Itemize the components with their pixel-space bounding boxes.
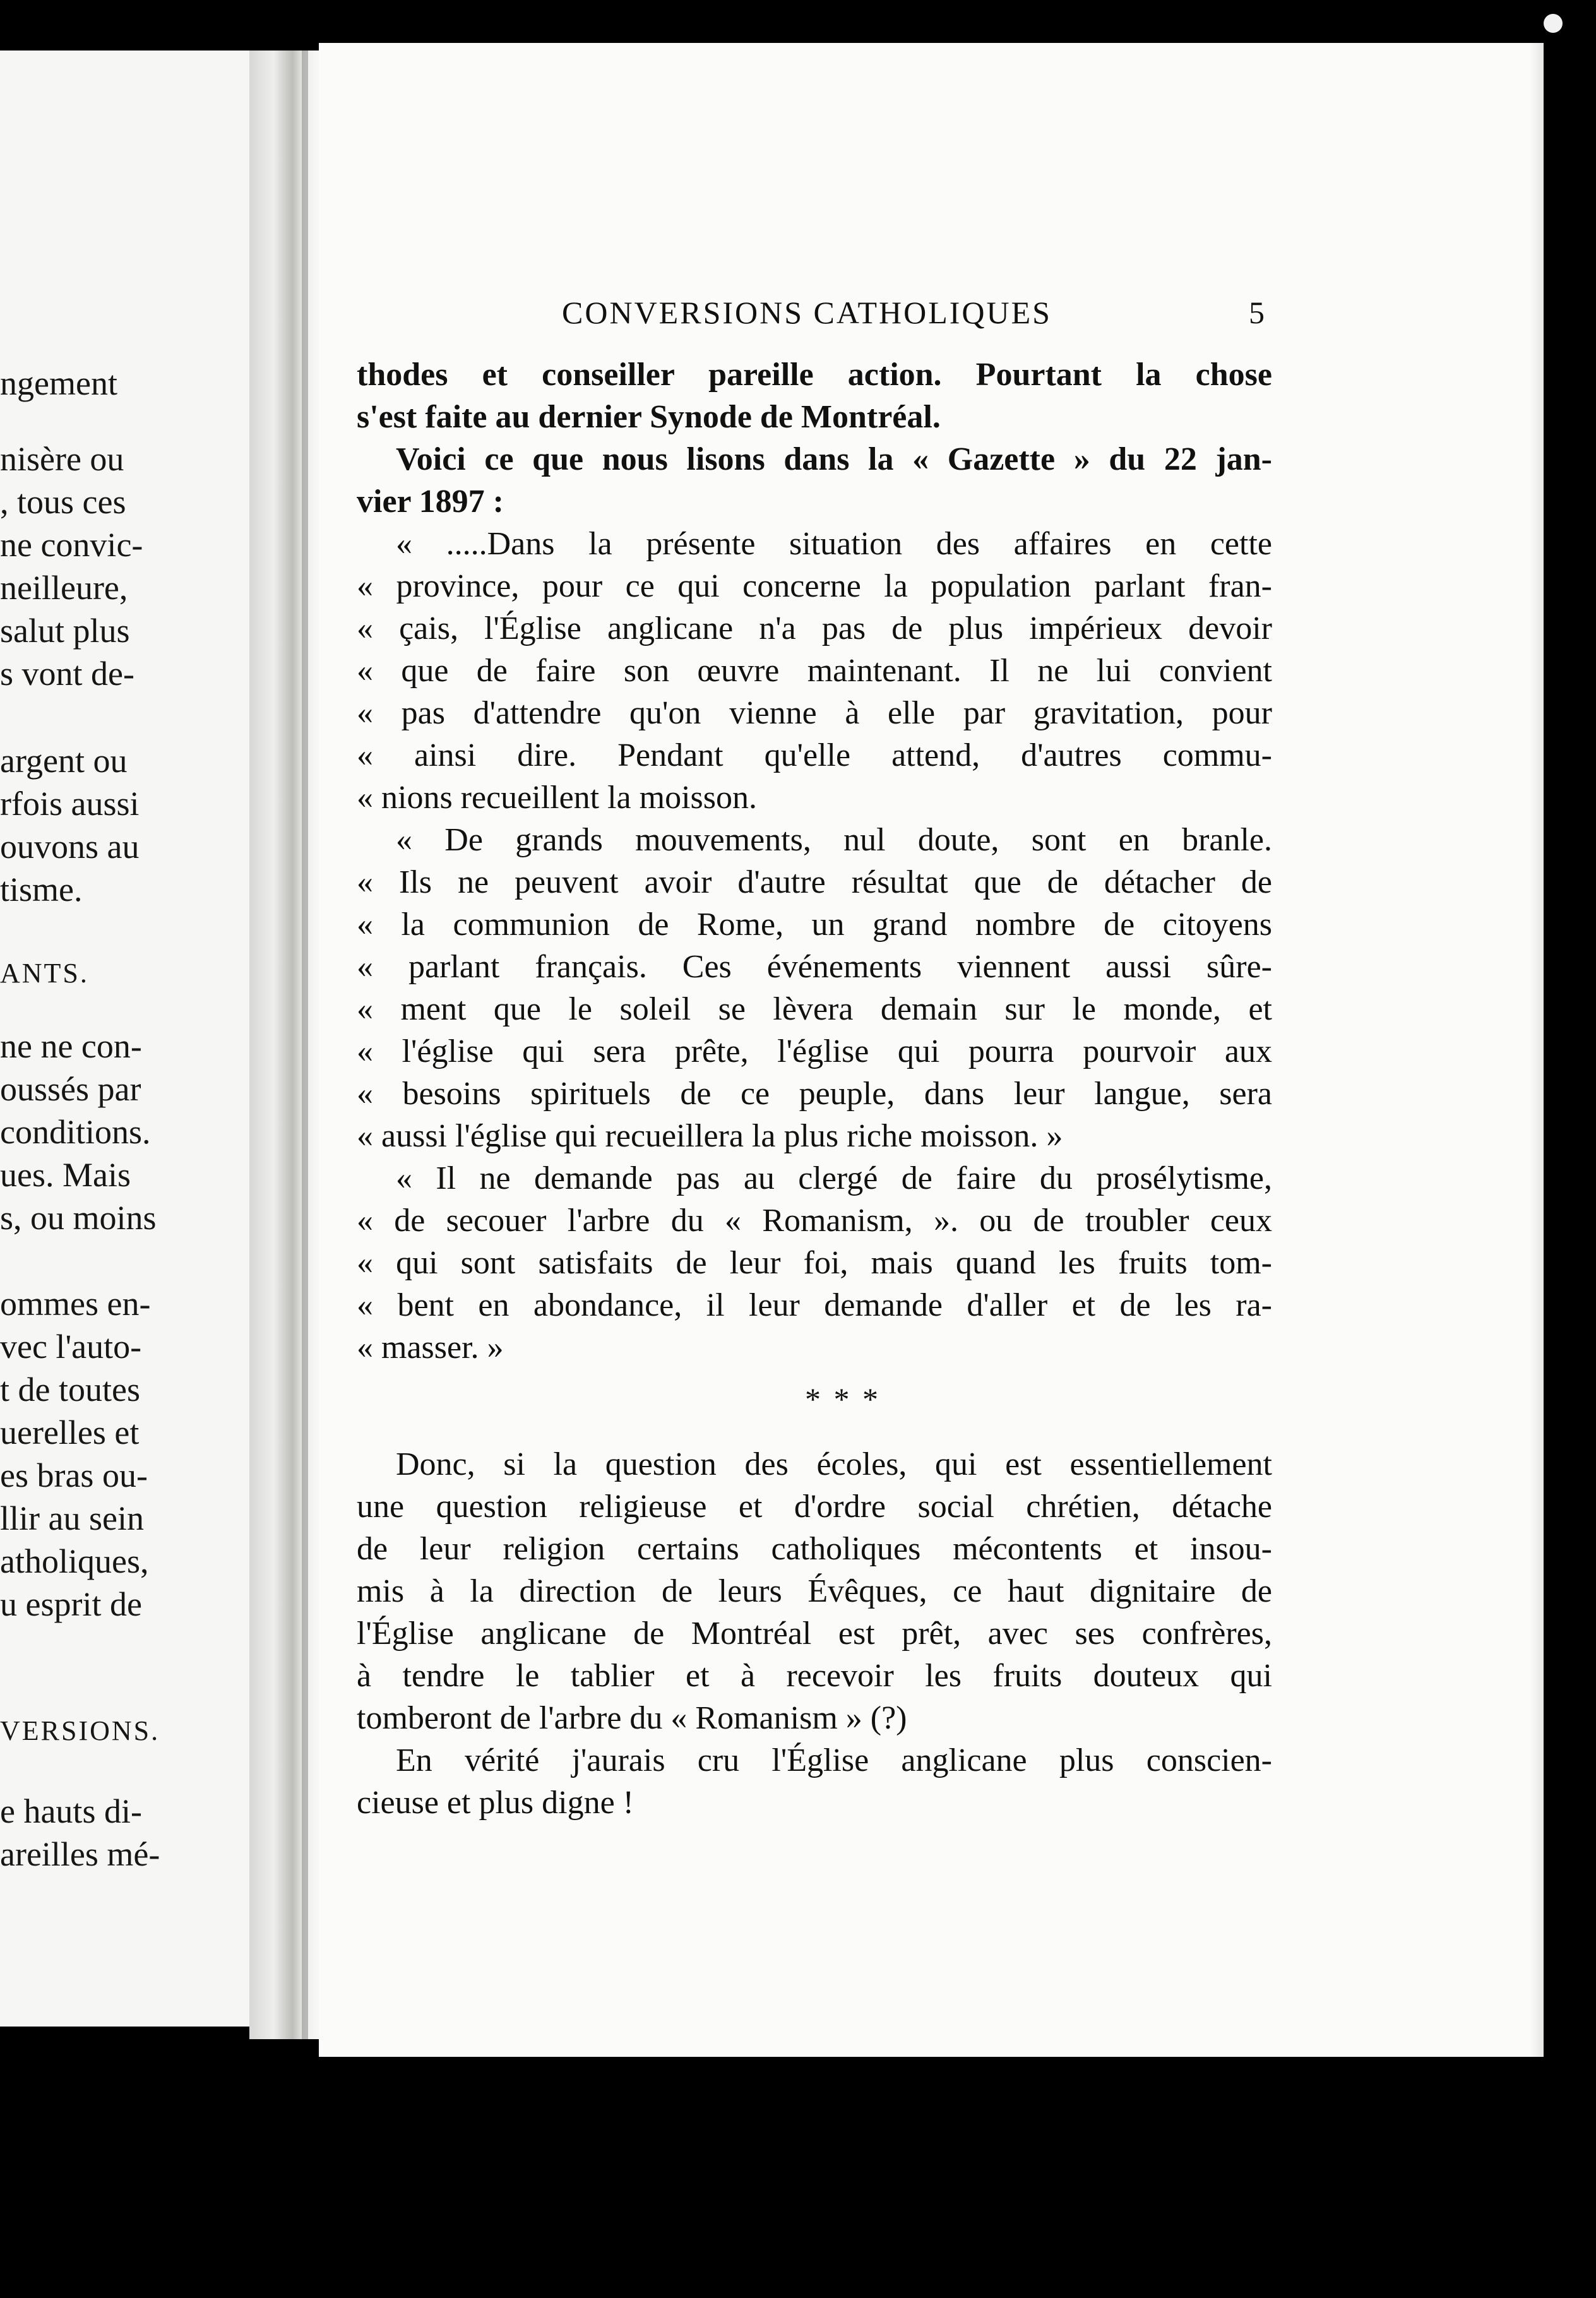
text-line: thodes et conseiller pareille action. Pourtant la chose bbox=[357, 357, 1272, 393]
left-fragment: salut plus bbox=[0, 612, 130, 650]
left-fragment: ne ne con- bbox=[0, 1027, 142, 1065]
quote-line: « pas d'attendre qu'on vienne à elle par gravitation, pour bbox=[357, 695, 1272, 731]
gutter-shadow bbox=[302, 51, 308, 2039]
quote-line: « ainsi dire. Pendant qu'elle attend, d'autres commu- bbox=[357, 737, 1272, 773]
left-fragment: ues. Mais bbox=[0, 1156, 131, 1194]
scan-speck bbox=[1544, 14, 1563, 33]
text-line: de leur religion certains catholiques mécontents et insou- bbox=[357, 1531, 1272, 1567]
left-fragment: ne convic- bbox=[0, 526, 143, 564]
left-fragment: s vont de- bbox=[0, 655, 134, 693]
left-fragment: ngement bbox=[0, 364, 117, 402]
text-line: s'est faite au dernier Synode de Montréal. bbox=[357, 399, 941, 435]
text-line: à tendre le tablier et à recevoir les fruits douteux qui bbox=[357, 1658, 1272, 1694]
quote-line: « masser. » bbox=[357, 1330, 504, 1366]
text-line: vier 1897 : bbox=[357, 484, 504, 520]
left-fragment: vec l'auto- bbox=[0, 1328, 142, 1366]
quote-line: « nions recueillent la moisson. bbox=[357, 780, 758, 816]
quote-line: « Il ne demande pas au clergé de faire du prosélytisme, bbox=[396, 1160, 1272, 1196]
left-fragment: rfois aussi bbox=[0, 785, 140, 823]
left-fragment: tisme. bbox=[0, 871, 83, 908]
quote-line: « bent en abondance, il leur demande d'aller et de les ra- bbox=[357, 1287, 1272, 1323]
text-line: En vérité j'aurais cru l'Église anglicane plus conscien- bbox=[396, 1742, 1272, 1778]
left-fragment: areilles mé- bbox=[0, 1835, 160, 1873]
left-fragment: t de toutes bbox=[0, 1371, 140, 1408]
left-fragment: ANTS. bbox=[0, 958, 89, 989]
quote-line: « de secouer l'arbre du « Romanism, ». ou de troubler ceux bbox=[357, 1203, 1272, 1239]
left-fragment: argent ou bbox=[0, 742, 128, 780]
quote-line: « la communion de Rome, un grand nombre de citoyens bbox=[357, 907, 1272, 943]
quote-line: « aussi l'église qui recueillera la plus riche moisson. » bbox=[357, 1118, 1063, 1154]
left-fragment: neilleure, bbox=[0, 569, 128, 607]
left-fragment: ommes en- bbox=[0, 1285, 151, 1323]
left-fragment: ouvons au bbox=[0, 828, 140, 866]
text-line: mis à la direction de leurs Évêques, ce haut dignitaire de bbox=[357, 1573, 1272, 1609]
quote-line: « parlant français. Ces événements viennent aussi sûre- bbox=[357, 949, 1272, 985]
left-fragment: uerelles et bbox=[0, 1414, 140, 1451]
quote-line: « besoins spirituels de ce peuple, dans leur langue, sera bbox=[357, 1076, 1272, 1112]
left-fragment: conditions. bbox=[0, 1113, 151, 1151]
running-head bbox=[0, 294, 1596, 332]
left-fragment: VERSIONS. bbox=[0, 1715, 160, 1746]
text-line: cieuse et plus digne ! bbox=[357, 1785, 634, 1821]
quote-line: « qui sont satisfaits de leur foi, mais quand les fruits tom- bbox=[357, 1245, 1272, 1281]
text-line: tomberont de l'arbre du « Romanism » (?) bbox=[357, 1700, 907, 1736]
text-line: Donc, si la question des écoles, qui est essentiellement bbox=[396, 1446, 1272, 1482]
quote-line: « De grands mouvements, nul doute, sont en branle. bbox=[396, 822, 1272, 858]
quote-line: « .....Dans la présente situation des affaires en cette bbox=[396, 526, 1272, 562]
text-line: l'Église anglicane de Montréal est prêt, avec ses confrères, bbox=[357, 1616, 1272, 1652]
left-fragment: atholiques, bbox=[0, 1542, 149, 1580]
running-title: CONVERSIONS CATHOLIQUES bbox=[562, 295, 1052, 330]
quote-line: « Ils ne peuvent avoir d'autre résultat que de détacher de bbox=[357, 864, 1272, 900]
text-line: Voici ce que nous lisons dans la « Gazette » du 22 jan- bbox=[396, 441, 1272, 477]
left-fragment: s, ou moins bbox=[0, 1199, 157, 1237]
left-fragment: es bras ou- bbox=[0, 1456, 148, 1494]
page-number: 5 bbox=[1249, 295, 1265, 330]
spacer bbox=[357, 1429, 1272, 1443]
left-fragment: llir au sein bbox=[0, 1499, 144, 1537]
asterism-divider: * * * bbox=[805, 1381, 881, 1417]
left-fragment: nisère ou bbox=[0, 440, 124, 478]
quote-line: « ment que le soleil se lèvera demain sur le monde, et bbox=[357, 991, 1272, 1027]
quote-line: « l'église qui sera prête, l'église qui pourra pourvoir aux bbox=[357, 1033, 1272, 1069]
left-fragment: u esprit de bbox=[0, 1585, 142, 1623]
body-text bbox=[357, 354, 1272, 1824]
left-page-edge bbox=[0, 51, 249, 2027]
quote-line: « çais, l'Église anglicane n'a pas de plus impérieux devoir bbox=[357, 610, 1272, 646]
book-gutter bbox=[249, 51, 319, 2039]
left-fragment: , tous ces bbox=[0, 483, 126, 521]
left-fragment: e hauts di- bbox=[0, 1792, 142, 1830]
quote-line: « que de faire son œuvre maintenant. Il ne lui convient bbox=[357, 653, 1272, 689]
left-fragment: oussés par bbox=[0, 1070, 141, 1108]
quote-line: « province, pour ce qui concerne la population parlant fran- bbox=[357, 568, 1272, 604]
text-line: une question religieuse et d'ordre social chrétien, détache bbox=[357, 1489, 1272, 1525]
